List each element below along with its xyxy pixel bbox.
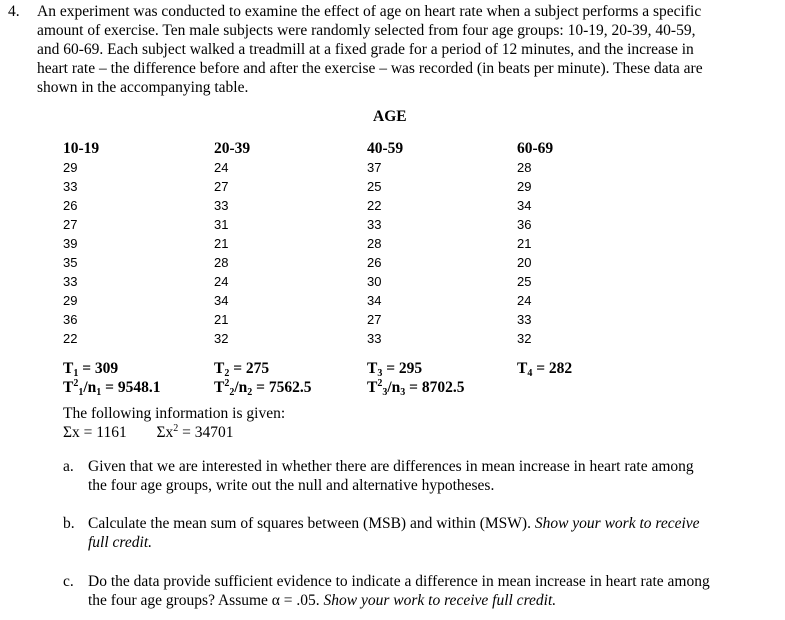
intro-line: An experiment was conducted to examine the effect of age on heart rate when a subject performs a specific (37, 3, 702, 20)
data-cell: 32 (214, 331, 229, 346)
data-cell: 27 (63, 217, 78, 232)
column-header: 20-39 (214, 140, 251, 157)
data-cell: 28 (367, 236, 382, 251)
age-column-10-19 (63, 139, 183, 348)
intro-line: shown in the accompanying table. (37, 79, 249, 96)
data-cell: 34 (214, 293, 229, 308)
data-cell: 29 (63, 160, 78, 175)
data-cell: 33 (367, 217, 382, 232)
data-cell: 27 (367, 312, 382, 327)
total-t3: $T_3 = 295$ (367, 360, 423, 379)
part-text: Calculate the mean sum of squares between (MSB) and within (MSW). Show your work to receive (88, 515, 700, 532)
part-text-italic: full credit. (88, 534, 152, 551)
given-text: The following information is given: (63, 405, 286, 422)
data-cell: 30 (367, 274, 382, 289)
total-t2: $T_2 = 275$ (214, 360, 270, 379)
column-header: 40-59 (367, 140, 404, 157)
part-label: c. (63, 573, 74, 590)
sq-total-1: $T^2_1/n_1 = 9548.1$ (63, 378, 161, 398)
data-cell: 22 (367, 198, 382, 213)
data-cell: 36 (63, 312, 78, 327)
data-cell: 29 (63, 293, 78, 308)
data-cell: 33 (63, 179, 78, 194)
data-cell: 39 (63, 236, 78, 251)
total-t4: $T_4 = 282$ (517, 360, 573, 379)
data-cell: 33 (214, 198, 229, 213)
data-cell: 35 (63, 255, 78, 270)
data-cell: 24 (214, 160, 229, 175)
data-cell: 28 (517, 160, 532, 175)
intro-line: heart rate – the difference before and after the exercise – was recorded (in beats per minute). These data are (37, 60, 703, 77)
data-cell: 25 (367, 179, 382, 194)
table-title: AGE (373, 108, 407, 125)
question-number: 4. (8, 3, 20, 20)
intro-line: amount of exercise. Ten male subjects were randomly selected from four age groups: 10-19, 20-39, 40-59, (37, 22, 696, 39)
data-cell: 32 (517, 331, 532, 346)
part-text: Given that we are interested in whether there are differences in mean increase in heart rate among (88, 458, 694, 475)
data-cell: 31 (214, 217, 229, 232)
age-column-40-59 (367, 139, 487, 348)
sum-x: Σx = 1161 (63, 424, 127, 441)
data-cell: 29 (517, 179, 532, 194)
age-column-20-39 (214, 139, 334, 348)
data-cell: 26 (367, 255, 382, 270)
column-header: 10-19 (63, 140, 100, 157)
given-sums (63, 423, 233, 442)
sum-x2: $\Sigma x^2 = 34701$ (156, 423, 234, 441)
data-cell: 21 (517, 236, 532, 251)
part-label: b. (63, 515, 75, 532)
data-cell: 24 (517, 293, 532, 308)
sq-total-3: $T^2_3/n_3 = 8702.5$ (367, 378, 465, 398)
data-cell: 24 (214, 274, 229, 289)
total-t1: $T_1 = 309$ (63, 360, 119, 379)
part-label: a. (63, 458, 74, 475)
data-cell: 28 (214, 255, 229, 270)
data-cell: 20 (517, 255, 532, 270)
data-cell: 21 (214, 236, 229, 251)
part-text: Do the data provide sufficient evidence to indicate a difference in mean increase in heart rate among (88, 573, 710, 590)
data-cell: 34 (517, 198, 532, 213)
data-cell: 27 (214, 179, 229, 194)
column-header: 60-69 (517, 140, 554, 157)
data-cell: 33 (517, 312, 532, 327)
data-cell: 34 (367, 293, 382, 308)
data-cell: 37 (367, 160, 382, 175)
data-cell: 33 (367, 331, 382, 346)
intro-line: and 60-69. Each subject walked a treadmill at a fixed grade for a period of 12 minutes, and the increase in (37, 41, 694, 58)
sq-total-2: $T^2_2/n_2 = 7562.5$ (214, 378, 312, 398)
data-cell: 22 (63, 331, 78, 346)
part-text: the four age groups, write out the null and alternative hypotheses. (88, 477, 495, 494)
part-text: the four age groups? Assume α = .05. Show your work to receive full credit. (88, 592, 557, 609)
data-cell: 25 (517, 274, 532, 289)
data-cell: 33 (63, 274, 78, 289)
data-cell: 26 (63, 198, 78, 213)
age-column-60-69 (517, 139, 637, 348)
data-cell: 21 (214, 312, 229, 327)
data-cell: 36 (517, 217, 532, 232)
